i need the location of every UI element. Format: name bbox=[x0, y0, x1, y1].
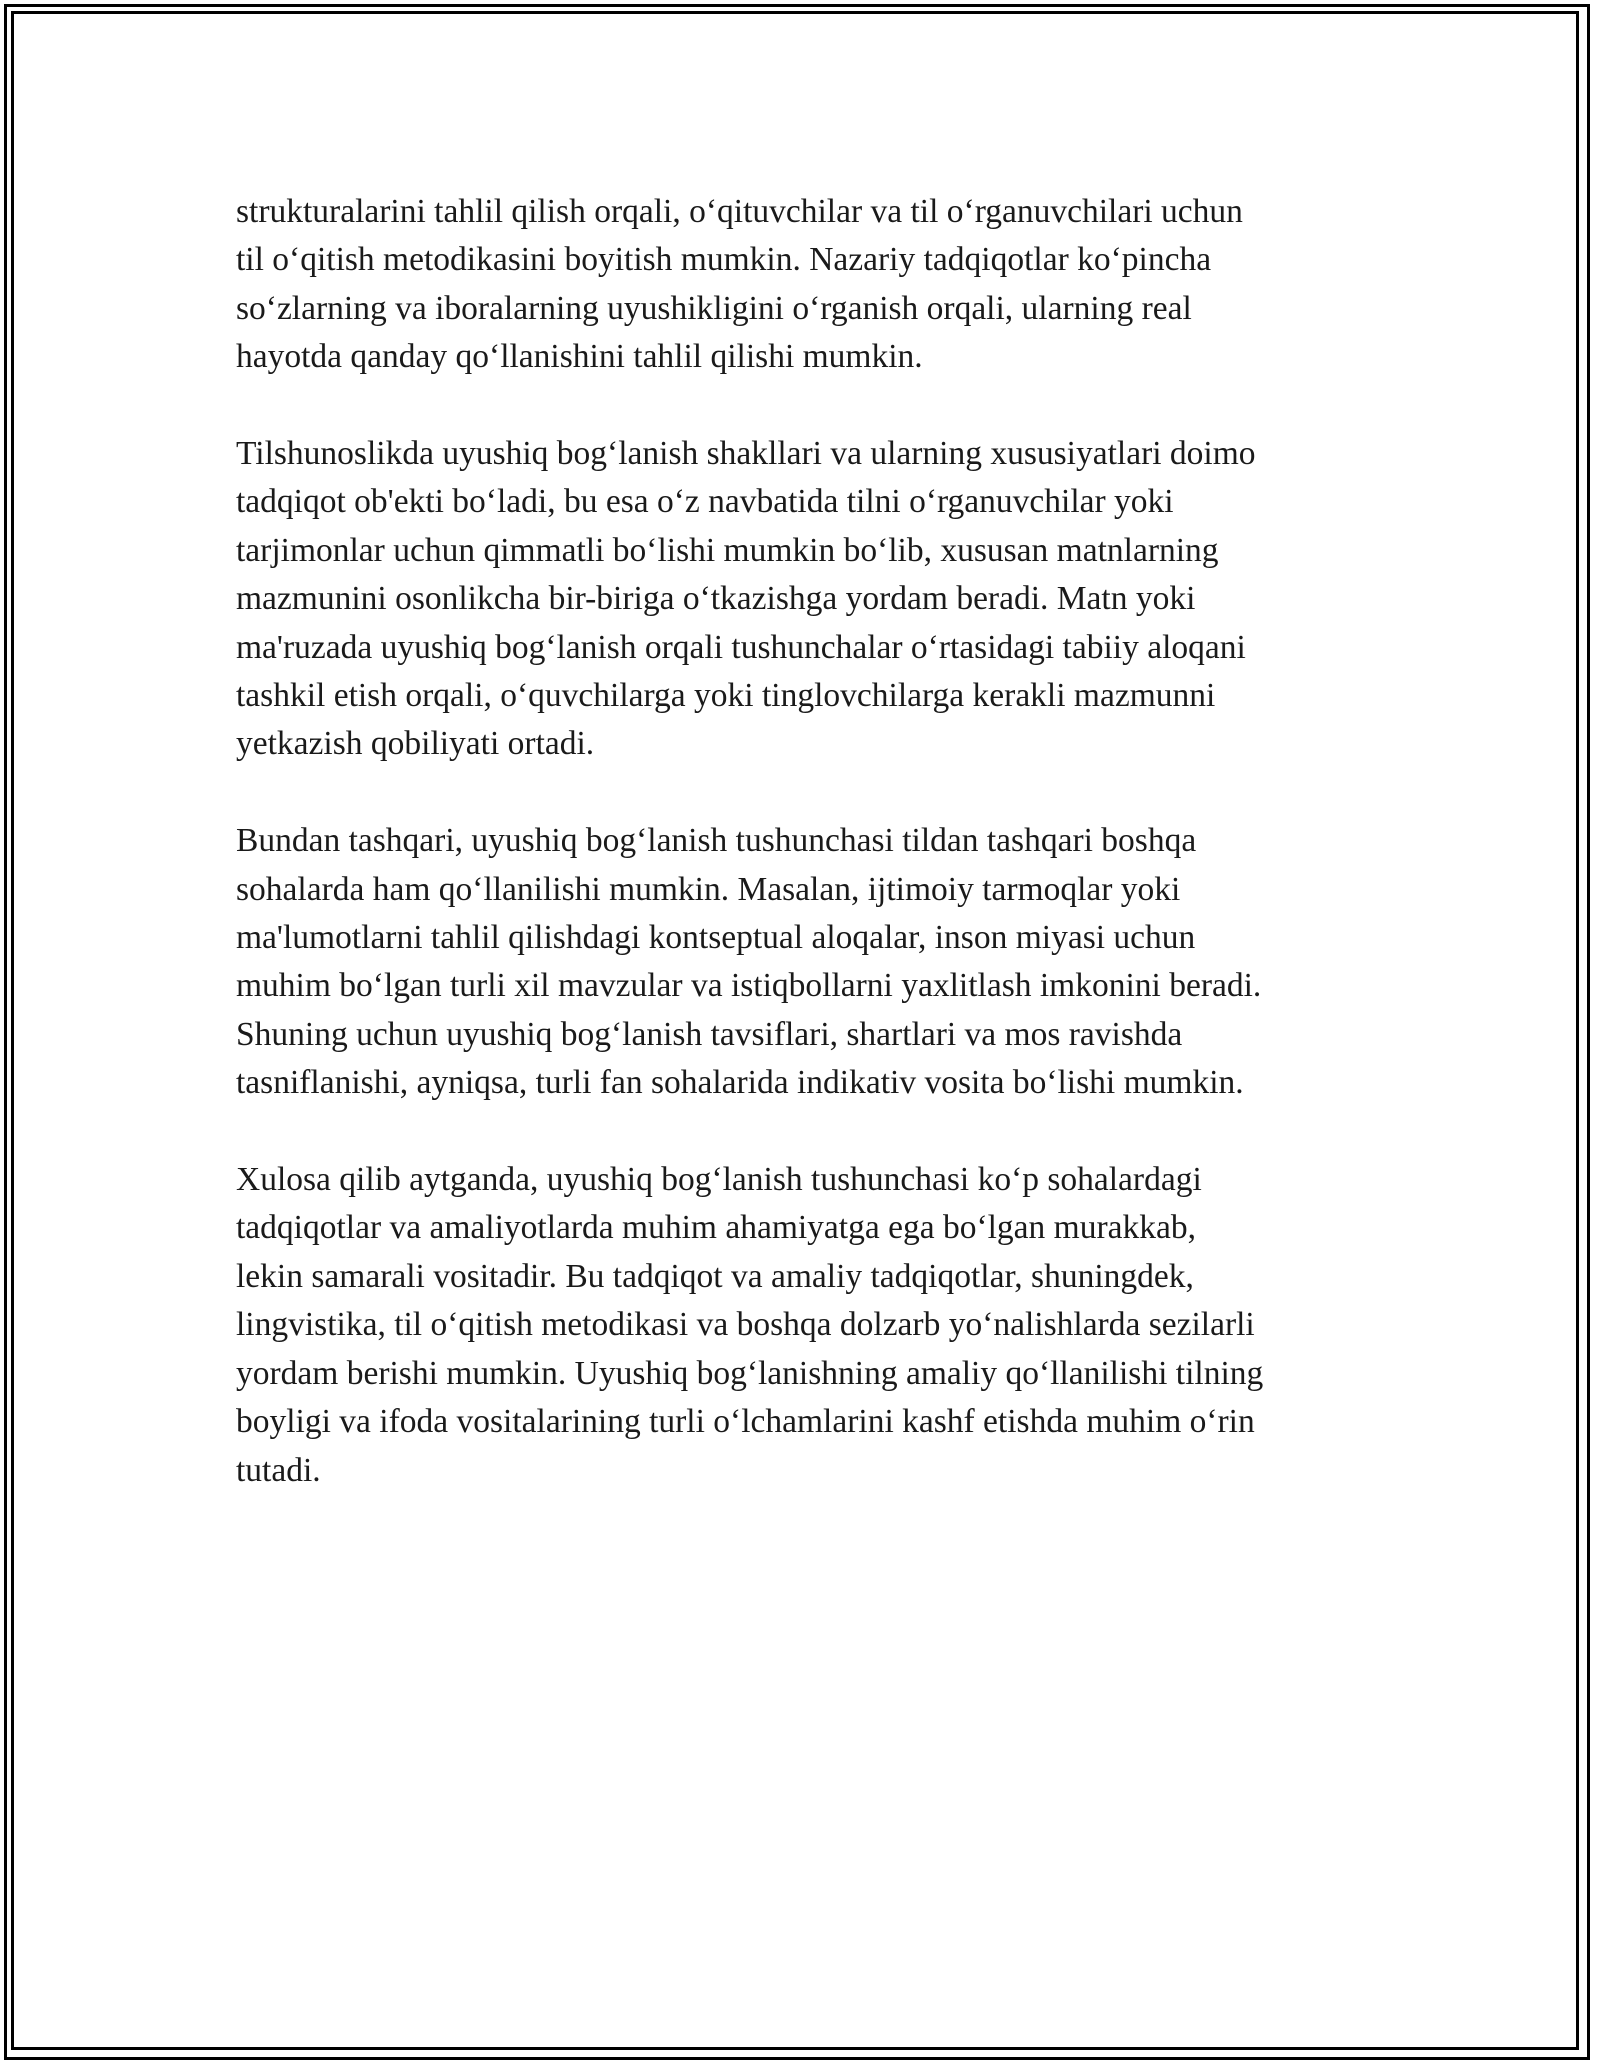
text-line: Shuning uchun uyushiq bog‘lanish tavsiflari, shartlari va mos ravishda bbox=[236, 1015, 1183, 1053]
text-line: tadqiqot ob'ekti bo‘ladi, bu esa o‘z navbatida tilni o‘rganuvchilar yoki bbox=[236, 483, 1174, 521]
text-line: Bundan tashqari, uyushiq bog‘lanish tushunchasi tildan tashqari boshqa bbox=[236, 822, 1197, 860]
text-line: boyligi va ifoda vositalarining turli o‘lchamlarini kashf etishda muhim o‘rin bbox=[236, 1403, 1255, 1441]
text-line: tashkil etish orqali, o‘quvchilarga yoki tinglovchilarga kerakli mazmunni bbox=[236, 677, 1216, 715]
paragraph-4 bbox=[236, 1156, 1376, 1495]
document-body bbox=[236, 188, 1376, 1543]
text-line: muhim bo‘lgan turli xil mavzular va istiqbollarni yaxlitlash imkonini beradi. bbox=[236, 967, 1262, 1005]
text-line: til o‘qitish metodikasini boyitish mumkin. Nazariy tadqiqotlar ko‘pincha bbox=[236, 241, 1212, 279]
text-line: lekin samarali vositadir. Bu tadqiqot va amaliy tadqiqotlar, shuningdek, bbox=[236, 1257, 1194, 1295]
text-line: tadqiqotlar va amaliyotlarda muhim ahamiyatga ega bo‘lgan murakkab, bbox=[236, 1209, 1197, 1247]
paragraph-1 bbox=[236, 188, 1376, 382]
text-line: strukturalarini tahlil qilish orqali, o‘qituvchilar va til o‘rganuvchilari uchun bbox=[236, 193, 1243, 230]
text-line: ma'lumotlarni tahlil qilishdagi kontseptual aloqalar, inson miyasi uchun bbox=[236, 919, 1196, 957]
paragraph-2 bbox=[236, 430, 1376, 769]
text-line: lingvistika, til o‘qitish metodikasi va boshqa dolzarb yo‘nalishlarda sezilarli bbox=[236, 1306, 1255, 1344]
text-line: hayotda qanday qo‘llanishini tahlil qilishi mumkin. bbox=[236, 338, 923, 376]
text-line: tasniflanishi, ayniqsa, turli fan sohalarida indikativ vosita bo‘lishi mumkin. bbox=[236, 1064, 1244, 1102]
text-line: yordam berishi mumkin. Uyushiq bog‘lanishning amaliy qo‘llanilishi tilning bbox=[236, 1354, 1264, 1392]
paragraph-3 bbox=[236, 817, 1376, 1107]
text-line: tutadi. bbox=[236, 1451, 321, 1489]
text-line: ma'ruzada uyushiq bog‘lanish orqali tushunchalar o‘rtasidagi tabiiy aloqani bbox=[236, 628, 1246, 666]
text-line: Xulosa qilib aytganda, uyushiq bog‘lanish tushunchasi ko‘p sohalardagi bbox=[236, 1161, 1202, 1199]
text-line: sohalarda ham qo‘llanilishi mumkin. Masalan, ijtimoiy tarmoqlar yoki bbox=[236, 870, 1181, 908]
text-line: mazmunini osonlikcha bir-biriga o‘tkazishga yordam beradi. Matn yoki bbox=[236, 580, 1196, 618]
text-line: so‘zlarning va iboralarning uyushikligini o‘rganish orqali, ularning real bbox=[236, 289, 1192, 327]
text-line: yetkazish qobiliyati ortadi. bbox=[236, 725, 595, 763]
text-line: tarjimonlar uchun qimmatli bo‘lishi mumkin bo‘lib, xususan matnlarning bbox=[236, 531, 1219, 569]
text-line: Tilshunoslikda uyushiq bog‘lanish shakllari va ularning xususiyatlari doimo bbox=[236, 435, 1256, 473]
